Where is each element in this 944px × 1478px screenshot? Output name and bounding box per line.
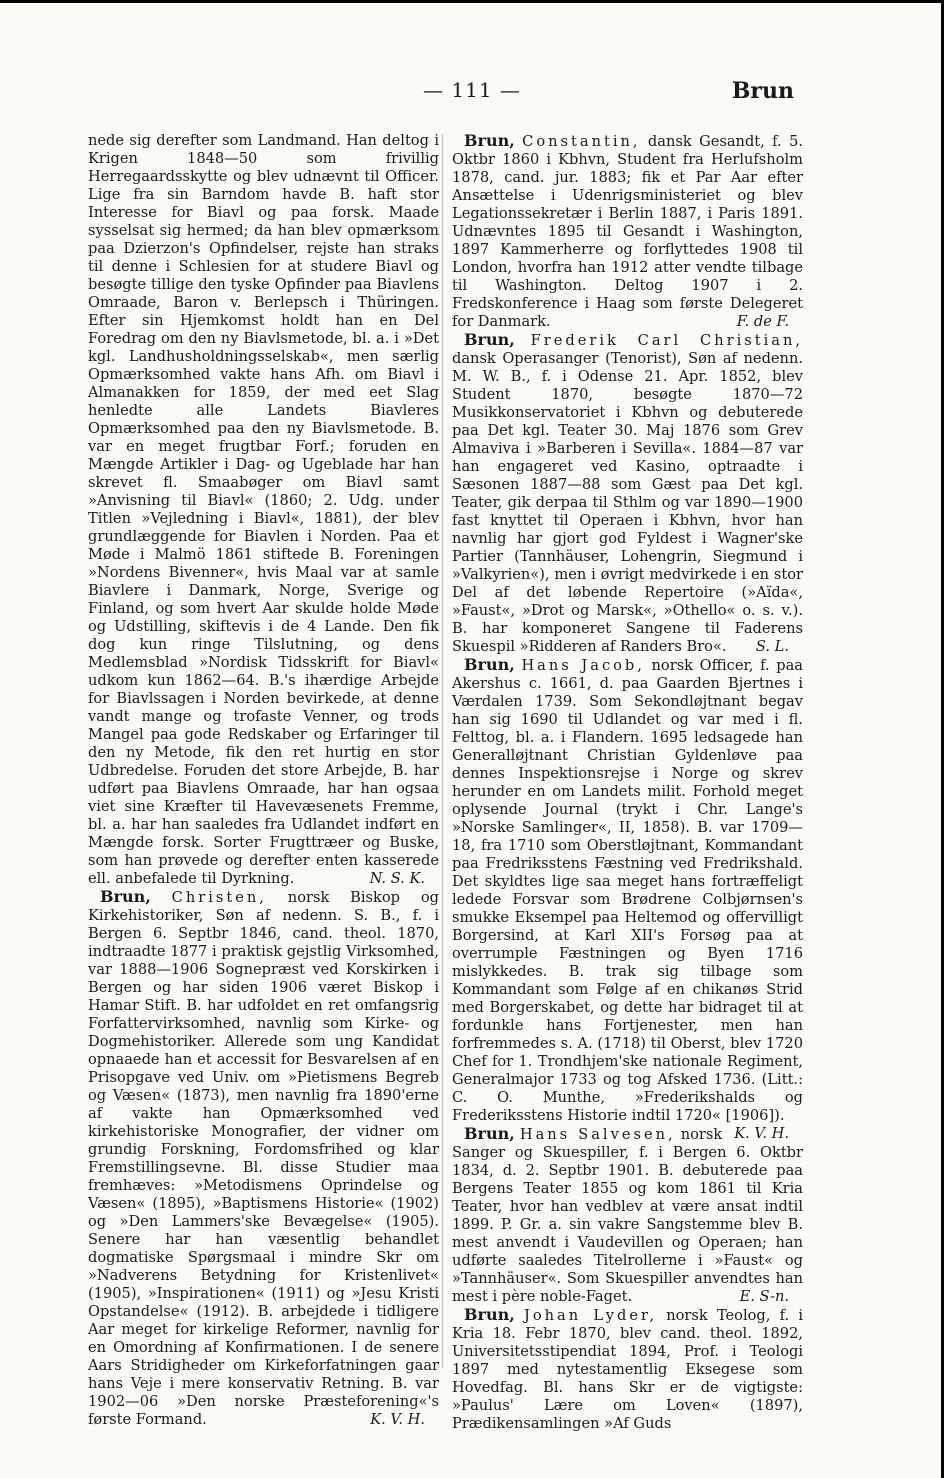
entry-headword: Brun, bbox=[464, 330, 515, 349]
entry-brun-constantin bbox=[452, 132, 803, 331]
entry-headword: Brun, bbox=[464, 131, 515, 150]
entry-text: dansk Gesandt, f. 5. Oktbr 1860 i Kbhvn, Student fra Herlufsholm 1878, cand. jur. 1883; fik et Par Aar efter Ansættelse i Udenrigsministeriet og blev Legationssekretær i Berlin 1887, i Paris 1891. Udnævntes 1895 til Gesandt i Washington, 1897 Kammerherre og forflyttedes 1908 til London, hvorfra han 1912 atter vendte tilbage til Washington. Deltog 1907 i 2. Fredskonference i Haag som første Delegeret for Danmark. bbox=[452, 133, 803, 330]
entry-brun-johan-lyder bbox=[452, 1306, 803, 1433]
running-head: Brun bbox=[731, 78, 794, 104]
entry-text: dansk Operasanger (Tenorist), Søn af nedenn. M. W. B., f. i Odense 21. Apr. 1852, blev Student 1870, besøgte 1870—72 Musikkonservatoriet i Kbhvn og debuterede paa Det kgl. Teater 30. Maj 1876 som Grev Almaviva i »Barberen i Sevilla«. 1884—87 var han engageret ved Kasino, optraadte i Sæsonen 1887—88 som Gæst paa Det kgl. Teater, gik derpaa til Sthlm og var 1890—1900 fast knyttet til Operaen i Kbhvn, hvor han navnlig har gjort god Fyldest i Wagner'ske Partier (Tannhäuser, Lohengrin, Siegmund i »Valkyrien«), men i øvrigt medvirkede i en stor Del af det løbende Repertoire (»Aïda«, »Faust«, »Drot og Marsk«, »Othello« o. s. v.). B. har komponeret Sangene til Faderens Skuespil »Ridderen af Randers Bro«. bbox=[452, 350, 803, 655]
entry-brun-christen bbox=[88, 888, 439, 1429]
entry-headword: Brun, bbox=[464, 655, 515, 674]
entry-name: Johan Lyder, bbox=[524, 1307, 658, 1324]
entry-name: Constantin, bbox=[522, 133, 641, 150]
entry-name: Frederik Carl Christian, bbox=[530, 332, 803, 349]
right-column bbox=[452, 132, 803, 1433]
entry-headword: Brun, bbox=[464, 1124, 515, 1143]
entry-name: Hans Salvesen, bbox=[519, 1126, 676, 1143]
entry-headword: Brun, bbox=[100, 887, 151, 906]
entry-text: nede sig derefter som Landmand. Han deltog i Krigen 1848—50 som frivillig Herregaardsskytte og blev udnævnt til Officer. Lige fra sin Barndom havde B. haft stor Interesse for Biavl og paa forsk. Maade sysselsat sig hermed; da han blev opmærksom paa Dzierzon's Opfindelser, rejste han straks til denne i Schlesien for at studere Biavl og besøgte tillige den tyske Opfinder paa Biavlens Omraade, Baron v. Berlepsch i Thüringen. Efter sin Hjemkomst holdt han en Del Foredrag om den ny Biavlsmetode, bl. a. i »Det kgl. Landhusholdningsselskab«, men særlig Opmærksomhed vakte hans Afh. om Biavl i Almanakken for 1859, der med eet Slag henledte alle Landets Biavleres Opmærksomhed paa den ny Biavlsmetode. B. var en meget frugtbar Forf.; foruden en Mængde Artikler i Dag- og Ugeblade har han skrevet fl. Smaabøger om Biavl samt »Anvisning til Biavl« (1860; 2. Udg. under Titlen »Vejledning i Biavl«, 1881), der blev grundlæggende for Biavlen i Norden. Paa et Møde i Malmö 1861 stiftede B. Foreningen »Nordens Bivenner«, hvis Maal var at samle Biavlere i Danmark, Norge, Sverige og Finland, og som hvert Aar skulde holde Møde og Udstilling, skiftevis i de 4 Lande. Den fik dog kun ringe Tilslutning, og dens Medlemsblad »Nordisk Tidsskrift for Biavl« udkom kun 1862—64. B.'s ihærdige Arbejde for Biavlssagen i Norden bevirkede, at denne vandt mange og trofaste Venner, og trods Mangel paa gode Redskaber og Erfaringer til den ny Metode, fik den ret hurtig en stor Udbredelse. Foruden det store Arbejde, B. har udført paa Biavlens Omraade, har han ogsaa viet sine Kræfter til Havevæsenets Fremme, bl. a. har han saaledes fra Udlandet indført en Mængde forsk. Sorter Frugttræer og Buske, som han prøvede og derefter enten kasserede ell. anbefalede til Dyrkning. bbox=[88, 132, 439, 887]
entry-text: norsk Teolog, f. i Kria 18. Febr 1870, blev cand. theol. 1892, Universitetsstipendiat 1894, Prof. i Teologi 1897 med nytestamentlig Eksegese som Hovedfag. Bl. hans Skr er de vigtigste: »Paulus' Lære om Loven« (1897), Prædikensamlingen »Af Guds bbox=[452, 1307, 804, 1432]
entry-signature: F. de F. bbox=[736, 313, 789, 330]
entry-signature: K. V. H. bbox=[734, 1125, 789, 1142]
entry-signature: E. S-n. bbox=[739, 1288, 789, 1305]
left-column bbox=[88, 132, 439, 1429]
entry-signature: K. V. H. bbox=[370, 1411, 425, 1428]
entry-text: norsk Biskop og Kirkehistoriker, Søn af nedenn. S. B., f. i Bergen 6. Septbr 1846, cand. theol. 1870, indtraadte 1877 i praktisk gejstlig Virksomhed, var 1888—1906 Sognepræst ved Korskirken i Bergen og har siden 1906 været Biskop i Hamar Stift. B. har udfoldet en ret omfangsrig Forfattervirksomhed, navnlig som Kirke- og Dogmehistoriker. Allerede som ung Kandidat opnaaede han et accessit for Besvarelsen af en Prisopgave ved Univ. om »Pietismens Begreb og Væsen« (1873), men navnlig fra 1890'erne af vakte han Opmærksomhed ved kirkehistoriske Monografier, der vidner om grundig Forskning, Fordomsfrihed og klar Fremstillingsevne. Bl. disse Studier maa fremhæves: »Metodismens Oprindelse og Væsen« (1895), »Baptismens Historie« (1902) og »Den Lammers'ske Bevægelse« (1905). Senere har han væsentlig behandlet dogmatiske Spørgsmaal i mindre Skr om »Nadverens Betydning for Kristenlivet« (1905), »Inspirationen« (1911) og »Jesu Kristi Opstandelse« (1912). B. arbejdede i tidligere Aar meget for kirkelige Reformer, navnlig for en Omordning af Konfirmationen. I de senere Aars Stridigheder om Kirkeforfatningen gaar hans Veje i mere konservativ Retning. B. var 1902—06 »Den norske Præsteforening«'s første Formand. bbox=[88, 889, 440, 1428]
entry-name: Hans Jacob, bbox=[521, 657, 645, 674]
top-border bbox=[0, 0, 944, 3]
entry-signature: S. L. bbox=[755, 638, 789, 655]
entry-headword: Brun, bbox=[464, 1305, 515, 1324]
entry-text: norsk Sanger og Skuespiller, f. i Bergen 6. Oktbr 1834, d. 2. Septbr 1901. B. debuterede paa Bergens Teater 1855 og kom 1861 til Kria Teater, hvor han vedblev at være ansat indtil 1899. P. Gr. a. sin vakre Sangstemme blev B. mest anvendt i Vaudevillen og Operaen; han udførte saaledes Titelrollerne i »Faust« og »Tannhäuser«. Som Skuespiller anvendtes han mest i père noble-Faget. bbox=[452, 1126, 803, 1305]
page-number: — 111 — bbox=[423, 78, 521, 102]
entry-name: Christen, bbox=[171, 889, 267, 906]
entry-signature: N. S. K. bbox=[369, 870, 425, 887]
entry-brun-frederik bbox=[452, 331, 803, 656]
entry-text: norsk Officer, f. paa Akershus c. 1661, d. paa Gaarden Bjertnes i Værdalen 1739. Som Sekondløjtnant begav han sig 1690 til Udlandet og var med i fl. Felttog, bl. a. i Flandern. 1695 ledsagede han Generalløjtnant Christian Gyldenløve paa dennes Inspektionsrejse i Norge og skrev herunder en om Landets milit. Forhold meget oplysende Journal (trykt i Chr. Lange's »Norske Samlinger«, II, 1858). B. var 1709—18, fra 1710 som Oberstløjtnant, Kommandant paa Fredriksstens Fæstning ved Fredrikshald. Det skyldtes lige saa meget hans fortræffeligt ledede Forsvar som Brødrene Colbjørnsen's smukke Eksempel paa Heltemod og offervilligt Borgersind, at Karl XII's Forsøg paa at overrumple Fæstningen og Byen 1716 mislykkedes. B. trak sig tilbage som Kommandant som Følge af en chikanøs Strid med Borgerskabet, og dette har bidraget til at fordunkle hans Fortjenester, men han forfremmedes s. A. (1718) til Oberst, blev 1720 Chef for 1. Trondhjem'ske nationale Regiment, Generalmajor 1733 og tog Afsked 1736. (Litt.: C. O. Munthe, »Frederikshalds og Frederiksstens Historie indtil 1720« [1906]). bbox=[452, 657, 804, 1124]
entry-brun-hans-salvesen bbox=[452, 1125, 803, 1306]
continued-entry bbox=[88, 132, 439, 888]
column-divider bbox=[442, 134, 443, 1368]
